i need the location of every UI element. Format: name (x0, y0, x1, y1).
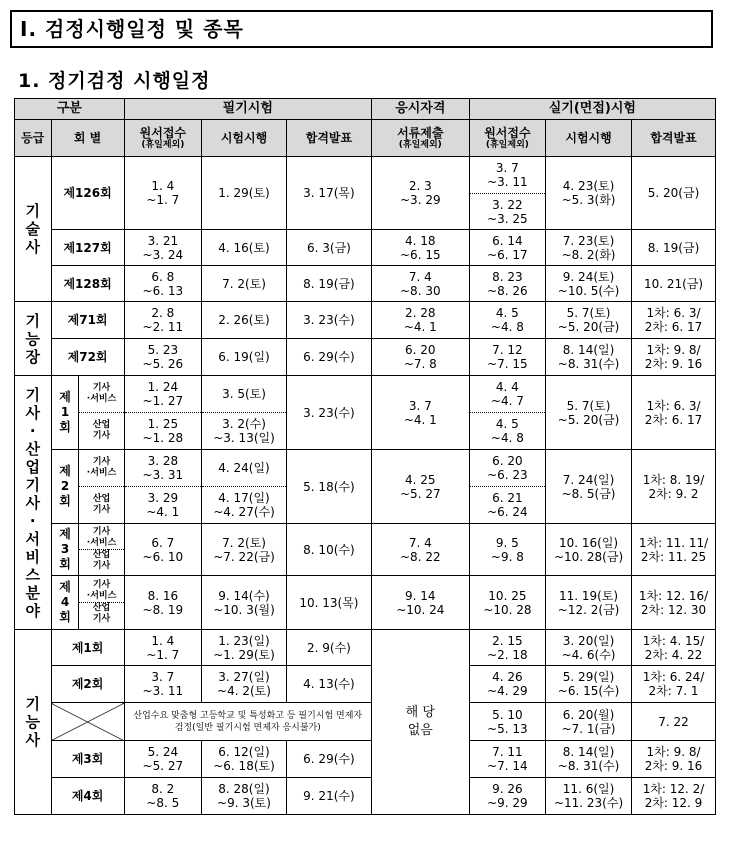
cell: 1. 4 ~1. 7 (124, 630, 201, 666)
exemption-note: 산업수요 맞춤형 고등학교 및 특성화고 등 필기시험 면제자 검정(일반 필기시험 면제자 응시불가) (124, 703, 371, 741)
cell: 8. 23 ~8. 26 (469, 266, 545, 302)
header-qualification: 응시자격 (371, 99, 469, 120)
cell: 1. 23(일) ~1. 29(토) (202, 630, 287, 666)
round-126: 제126회 (51, 157, 124, 230)
cell: 9. 5 ~9. 8 (469, 524, 545, 576)
sub-gisa-service: 기사 ·서비스 (79, 450, 124, 487)
subsection-title: 1. 정기검정 시행일정 (18, 70, 211, 92)
cell: 10. 21(금) (632, 266, 716, 302)
round-gineungsa-4: 제4회 (51, 778, 124, 815)
round-gisa-4: 제 4 회 (51, 576, 79, 630)
header-w-apply-note: (휴일제외) (141, 139, 185, 150)
group-gineungsa: 기 능 사 (15, 630, 52, 815)
round-gisa-2: 제 2 회 (51, 450, 79, 524)
cell: 3. 27(일) ~4. 2(토) (202, 666, 287, 703)
header-p-exam: 시험시행 (546, 120, 632, 157)
header-p-apply-note: (휴일제외) (485, 139, 529, 150)
group-gisulsa: 기 술 사 (15, 157, 52, 302)
cell: 3. 7 ~4. 1 (371, 376, 469, 450)
cell: 1. 24 ~1. 27 (124, 376, 201, 413)
cell: 1차: 12. 16/ 2차: 12. 30 (632, 576, 716, 630)
cell: 6. 19(일) (202, 339, 287, 376)
header-w-exam: 시험시행 (202, 120, 287, 157)
cell: 4. 25 ~5. 27 (371, 450, 469, 524)
cell: 6. 8 ~6. 13 (124, 266, 201, 302)
cell: 4. 5 ~4. 8 (469, 302, 545, 339)
header-p-apply-label: 원서접수 (484, 125, 531, 140)
sub-gisa-service: 기사 ·서비스 (79, 527, 123, 550)
cell: 3. 20(일) ~4. 6(수) (546, 630, 632, 666)
cell: 3. 22 ~3. 25 (469, 194, 545, 230)
cell: 4. 4 ~4. 7 (469, 376, 545, 413)
cell: 1차: 11. 11/ 2차: 11. 25 (632, 524, 716, 576)
cell: 4. 26 ~4. 29 (469, 666, 545, 703)
section-title: Ⅰ. 검정시행일정 및 종목 (10, 10, 713, 48)
cell: 10. 13(목) (286, 576, 371, 630)
header-gubun: 구분 (15, 99, 125, 120)
cell: 1차: 6. 24/ 2차: 7. 1 (632, 666, 716, 703)
sub-sanup-gisa: 산업 기사 (92, 550, 111, 571)
cell: 7. 2(토) (202, 266, 287, 302)
cell: 5. 7(토) ~5. 20(금) (546, 302, 632, 339)
cell: 1. 29(토) (202, 157, 287, 230)
cell: 1차: 12. 2/ 2차: 12. 9 (632, 778, 716, 815)
cell-not-applicable: 해 당 없음 (371, 630, 469, 815)
cell: 8. 19(금) (632, 230, 716, 266)
cell: 5. 18(수) (286, 450, 371, 524)
cell: 11. 6(일) ~11. 23(수) (546, 778, 632, 815)
cell: 4. 5 ~4. 8 (469, 413, 545, 450)
cell: 1차: 4. 15/ 2차: 4. 22 (632, 630, 716, 666)
header-q-docs (371, 120, 469, 157)
cell: 4. 23(토) ~5. 3(화) (546, 157, 632, 230)
cell: 2. 26(토) (202, 302, 287, 339)
cell: 8. 10(수) (286, 524, 371, 576)
schedule-table (14, 98, 716, 815)
cell: 9. 21(수) (286, 778, 371, 815)
sub-sanup-gisa: 산업 기사 (79, 413, 124, 450)
header-grade: 등급 (15, 120, 52, 157)
cell: 7. 12 ~7. 15 (469, 339, 545, 376)
cell: 1차: 6. 3/ 2차: 6. 17 (632, 376, 716, 450)
round-gineungsa-1: 제1회 (51, 630, 124, 666)
header-written: 필기시험 (124, 99, 371, 120)
sub-sanup-gisa: 산업 기사 (92, 603, 111, 624)
cell: 2. 15 ~2. 18 (469, 630, 545, 666)
sub-gisa-service: 기사 ·서비스 (79, 376, 124, 413)
header-w-apply-label: 원서접수 (139, 125, 187, 140)
round-gisa-3: 제 3 회 (51, 524, 79, 576)
cell: 8. 28(일) ~9. 3(토) (202, 778, 287, 815)
cell: 1. 25 ~1. 28 (124, 413, 201, 450)
cell: 3. 5(토) (202, 376, 287, 413)
round-gisa-1: 제 1 회 (51, 376, 79, 450)
header-q-docs-note: (휴일제외) (398, 139, 442, 150)
sub-sanup-gisa: 산업 기사 (79, 487, 124, 524)
cell: 7. 24(일) ~8. 5(금) (546, 450, 632, 524)
cell: 8. 16 ~8. 19 (124, 576, 201, 630)
header-round: 회 별 (51, 120, 124, 157)
cell: 10. 16(일) ~10. 28(금) (546, 524, 632, 576)
cell: 5. 20(금) (632, 157, 716, 230)
cell: 11. 19(토) ~12. 2(금) (546, 576, 632, 630)
cell: 3. 28 ~3. 31 (124, 450, 201, 487)
empty-crossed-cell (51, 703, 124, 741)
header-w-apply (124, 120, 201, 157)
round-128: 제128회 (51, 266, 124, 302)
header-q-docs-label: 서류제출 (397, 125, 444, 140)
cell: 6. 21 ~6. 24 (469, 487, 545, 524)
cell: 2. 3 ~3. 29 (371, 157, 469, 230)
round-71: 제71회 (51, 302, 124, 339)
cell: 3. 21 ~3. 24 (124, 230, 201, 266)
header-w-result: 합격발표 (286, 120, 371, 157)
cell: 7. 11 ~7. 14 (469, 741, 545, 778)
cell: 6. 20 ~6. 23 (469, 450, 545, 487)
cell: 7. 4 ~8. 30 (371, 266, 469, 302)
cell: 1차: 6. 3/ 2차: 6. 17 (632, 302, 716, 339)
cell: 3. 2(수) ~3. 13(일) (202, 413, 287, 450)
header-practical: 실기(면접)시험 (469, 99, 715, 120)
group-gisa: 기 사 · 산 업 기 사 · 서 비 스 분 야 (15, 376, 52, 630)
cell: 1차: 9. 8/ 2차: 9. 16 (632, 339, 716, 376)
round-gineungsa-3: 제3회 (51, 741, 124, 778)
group-gineungjang: 기 능 장 (15, 302, 52, 376)
cell: 6. 20(월) ~7. 1(금) (546, 703, 632, 741)
cell: 6. 29(수) (286, 339, 371, 376)
cell: 9. 14 ~10. 24 (371, 576, 469, 630)
cell: 6. 29(수) (286, 741, 371, 778)
cell: 4. 24(일) (202, 450, 287, 487)
header-p-apply (469, 120, 545, 157)
cell: 4. 16(토) (202, 230, 287, 266)
cell: 4. 13(수) (286, 666, 371, 703)
header-p-result: 합격발표 (632, 120, 716, 157)
cell: 3. 23(수) (286, 302, 371, 339)
cell: 6. 7 ~6. 10 (124, 524, 201, 576)
cell: 9. 14(수) ~10. 3(월) (202, 576, 287, 630)
cell: 8. 14(일) ~8. 31(수) (546, 741, 632, 778)
cell: 4. 17(일) ~4. 27(수) (202, 487, 287, 524)
cell: 6. 20 ~7. 8 (371, 339, 469, 376)
cell: 5. 29(일) ~6. 15(수) (546, 666, 632, 703)
cell: 9. 26 ~9. 29 (469, 778, 545, 815)
cell: 3. 7 ~3. 11 (124, 666, 201, 703)
cell: 8. 14(일) ~8. 31(수) (546, 339, 632, 376)
cell: 7. 2(토) ~7. 22(금) (202, 524, 287, 576)
cell: 6. 3(금) (286, 230, 371, 266)
cell: 1. 4 ~1. 7 (124, 157, 201, 230)
cell: 2. 28 ~4. 1 (371, 302, 469, 339)
cell: 2. 8 ~2. 11 (124, 302, 201, 339)
cell: 3. 17(목) (286, 157, 371, 230)
round-72: 제72회 (51, 339, 124, 376)
cell: 9. 24(토) ~10. 5(수) (546, 266, 632, 302)
cell: 7. 23(토) ~8. 2(화) (546, 230, 632, 266)
cell: 5. 24 ~5. 27 (124, 741, 201, 778)
cell: 4. 18 ~6. 15 (371, 230, 469, 266)
sub-gisa-service: 기사 ·서비스 (79, 580, 123, 603)
cell: 3. 7 ~3. 11 (469, 157, 545, 194)
cell: 5. 23 ~5. 26 (124, 339, 201, 376)
cell: 6. 14 ~6. 17 (469, 230, 545, 266)
cell: 3. 29 ~4. 1 (124, 487, 201, 524)
cell: 7. 22 (632, 703, 716, 741)
sub-both (79, 576, 124, 630)
round-127: 제127회 (51, 230, 124, 266)
cell: 3. 23(수) (286, 376, 371, 450)
cell: 5. 10 ~5. 13 (469, 703, 545, 741)
cell: 2. 9(수) (286, 630, 371, 666)
cell: 1차: 8. 19/ 2차: 9. 2 (632, 450, 716, 524)
cell: 7. 4 ~8. 22 (371, 524, 469, 576)
cell: 6. 12(일) ~6. 18(토) (202, 741, 287, 778)
sub-both (79, 524, 124, 576)
cell: 8. 19(금) (286, 266, 371, 302)
cell: 5. 7(토) ~5. 20(금) (546, 376, 632, 450)
cell: 10. 25 ~10. 28 (469, 576, 545, 630)
round-gineungsa-2: 제2회 (51, 666, 124, 703)
cell: 8. 2 ~8. 5 (124, 778, 201, 815)
cell: 1차: 9. 8/ 2차: 9. 16 (632, 741, 716, 778)
